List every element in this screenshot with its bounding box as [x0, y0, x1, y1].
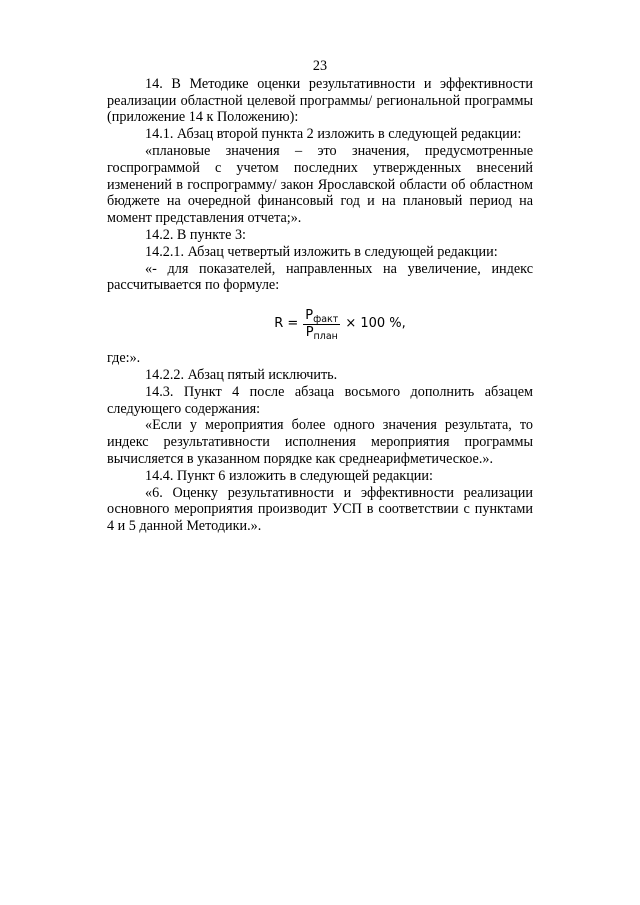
numerator-symbol: P — [305, 307, 314, 323]
paragraph-14-2-2: 14.2.2. Абзац пятый исключить. — [145, 366, 338, 383]
paragraph-14-2-1-quote-line2: рассчитывается по формуле: — [107, 277, 280, 294]
page-number: 23 — [312, 58, 328, 74]
paragraph-14-2: 14.2. В пункте 3: — [145, 226, 246, 243]
formula — [147, 304, 533, 344]
formula-numerator — [303, 308, 340, 325]
formula-rhs: × 100 %, — [345, 315, 406, 331]
formula-lhs: R = — [274, 315, 299, 331]
formula-denominator — [304, 325, 340, 341]
paragraph-14-4-quote: «6. Оценку результативности и эффективности реализации основного мероприятия производит УСП в соответствии с пунктами 4 и 5 данной Методики.». — [107, 484, 533, 535]
paragraph-14-4: 14.4. Пункт 6 изложить в следующей редакции: — [145, 467, 433, 484]
paragraph-14: 14. В Методике оценки результативности и эффективности реализации областной целевой программы/ региональной программы (приложение 14 к Положению): — [107, 75, 533, 126]
paragraph-14-1: 14.1. Абзац второй пункта 2 изложить в следующей редакции: — [145, 126, 522, 143]
denominator-subscript: план — [313, 330, 338, 342]
formula-fraction — [303, 308, 340, 341]
paragraph-14-1-quote: «плановые значения – это значения, предусмотренные госпрограммой с учетом последних утвержденных внесений изменений в госпрограмму/ закон Ярославской области об областном бюджете на очередной финансовый год и на плановый период на момент представления отчета;». — [107, 142, 533, 227]
denominator-symbol: P — [305, 324, 314, 340]
paragraph-14-3-quote: «Если у мероприятия более одного значения результата, то индекс результативности исполнения мероприятия программы вычисляется в указанном порядке как среднеарифметическое.». — [107, 417, 533, 467]
paragraph-14-2-1: 14.2.1. Абзац четвертый изложить в следующей редакции: — [145, 243, 498, 260]
paragraph-14-2-1-quote-line1: «- для показателей, направленных на увеличение, индекс — [145, 260, 533, 277]
formula-where: где:». — [107, 350, 141, 367]
document-page — [107, 58, 533, 535]
paragraph-14-3: 14.3. Пункт 4 после абзаца восьмого дополнить абзацем следующего содержания: — [107, 383, 533, 417]
numerator-subscript: факт — [313, 313, 339, 325]
